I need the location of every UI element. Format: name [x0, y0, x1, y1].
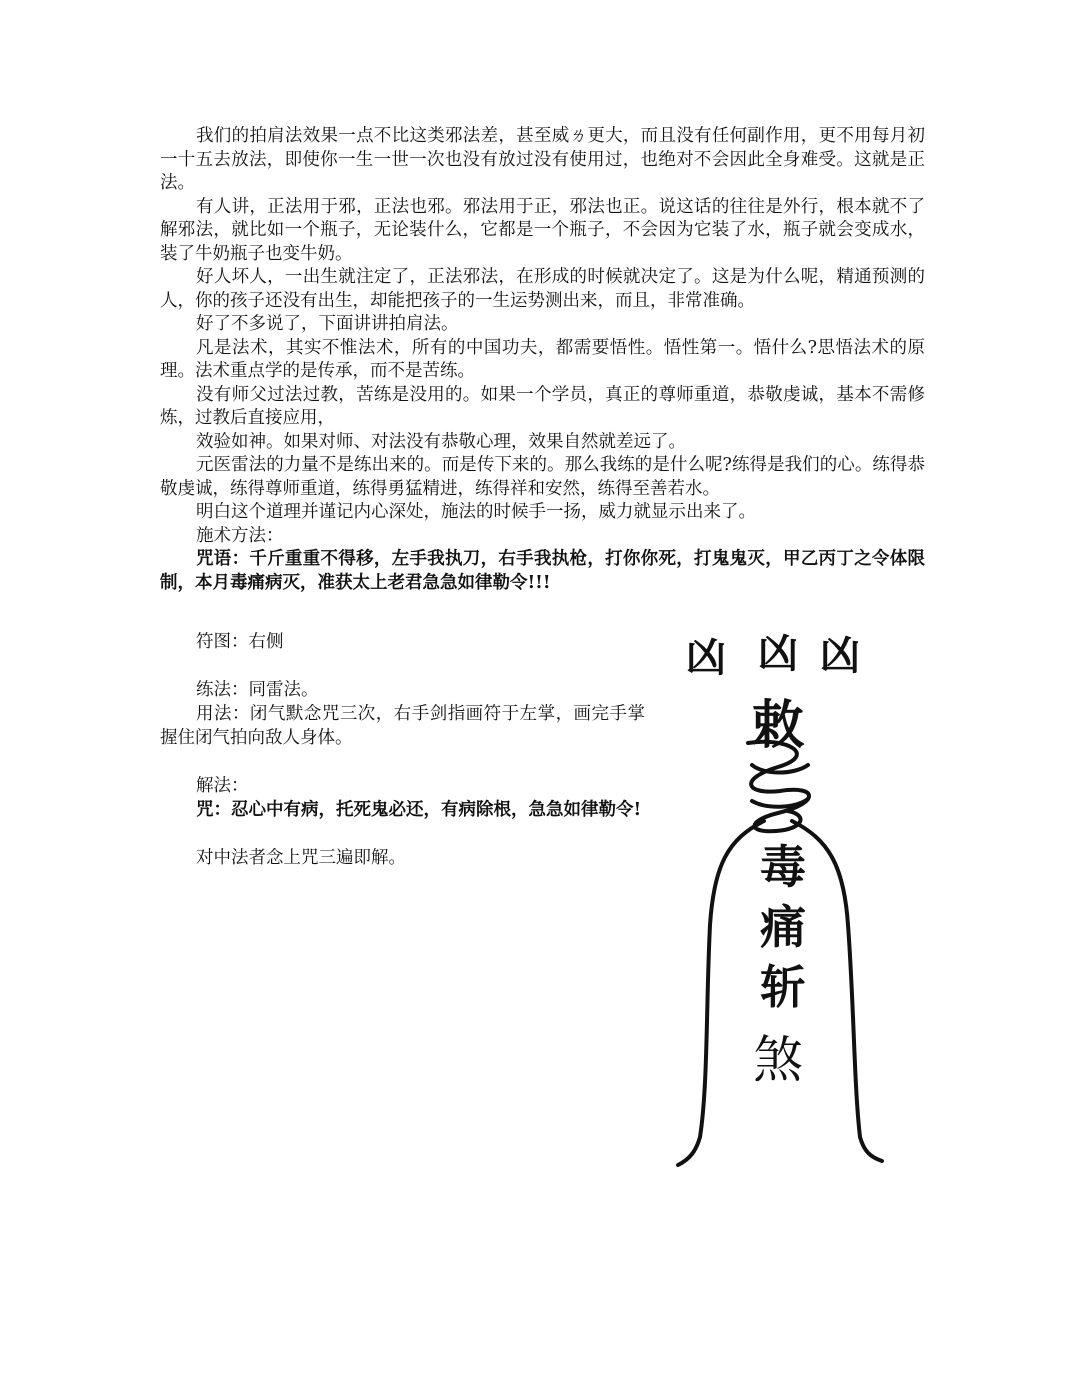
talisman-drawing	[668, 625, 893, 1173]
usage-text: 用法：闭气默念咒三次，右手剑指画符于左掌，画完手掌握住闭气拍向敌人身体。	[160, 704, 645, 748]
talisman-mark-2: 凶	[758, 630, 798, 677]
talisman-char-2: 痛	[760, 900, 806, 954]
talisman-char-4: 煞	[753, 1031, 803, 1089]
talisman-mark-3: 凶	[820, 632, 860, 679]
paragraph-7: 效验如神。如果对师、对法没有恭敬心理，效果自然就差远了。	[196, 431, 686, 452]
resolve-note: 对中法者念上咒三遍即解。	[196, 848, 406, 868]
method-heading: 施术方法：	[196, 525, 284, 546]
paragraph-8: 元医雷法的力量不是练出来的。而是传下来的。那么我练的是什么呢?练得是我们的心。练得恭敬虔诚，练得尊师重道，练得勇猛精进，练得祥和安然，练得至善若水。	[160, 455, 925, 499]
talisman-mark-1: 凶	[686, 634, 726, 681]
resolve-spell: 咒：忍心中有病，托死鬼必还，有病除根，急急如律勒令!	[196, 800, 642, 820]
main-text-block	[160, 125, 925, 595]
paragraph-1: 我们的拍肩法效果一点不比这类邪法差，甚至威ㄌ更大，而且没有任何副作用，更不用每月初一十五去放法，即使你一生一世一次也没有放过没有使用过，也绝对不会因此全身难受。这就是正法。	[160, 126, 925, 193]
instructions-block	[160, 630, 645, 870]
spell-text: 咒语：千斤重重不得移，左手我执刀，右手我执枪，打你你死，打鬼鬼灭，甲乙丙丁之令体限制，本月毒痛病灭，准获太上老君急急如律勒令!!!	[160, 549, 925, 593]
talisman-head-char: 敕	[751, 695, 805, 756]
talisman-char-3: 斩	[760, 960, 806, 1014]
paragraph-9: 明白这个道理并谨记内心深处，施法的时候手一扬，威力就显示出来了。	[196, 502, 756, 522]
paragraph-3: 好人坏人，一出生就注定了，正法邪法，在形成的时候就决定了。这是为什么呢，精通预测的人，你的孩子还没有出生，却能把孩子的一生运势测出来，而且，非常准确。	[160, 267, 925, 311]
paragraph-5: 凡是法术，其实不惟法术，所有的中国功夫，都需要悟性。悟性第一。悟什么?思悟法术的原理。法术重点学的是传承，而不是苦练。	[160, 337, 925, 381]
talisman-char-1: 毒	[760, 840, 806, 894]
talisman-reference: 符图：右侧	[196, 632, 284, 652]
resolve-heading: 解法：	[196, 776, 249, 796]
paragraph-6: 没有师父过法过教，苦练是没用的。如果一个学员，真正的尊师重道，恭敬虔诚，基本不需修炼，过教后直接应用，	[160, 384, 925, 428]
paragraph-2: 有人讲，正法用于邪，正法也邪。邪法用于正，邪法也正。说这话的往往是外行，根本就不了解邪法，就比如一个瓶子，无论装什么，它都是一个瓶子，不会因为它装了水，瓶子就会变成水，装了牛奶瓶子也变牛奶。	[160, 196, 925, 264]
paragraph-4: 好了不多说了，下面讲讲拍肩法。	[196, 314, 459, 334]
practice-text: 练法：同雷法。	[196, 680, 319, 700]
